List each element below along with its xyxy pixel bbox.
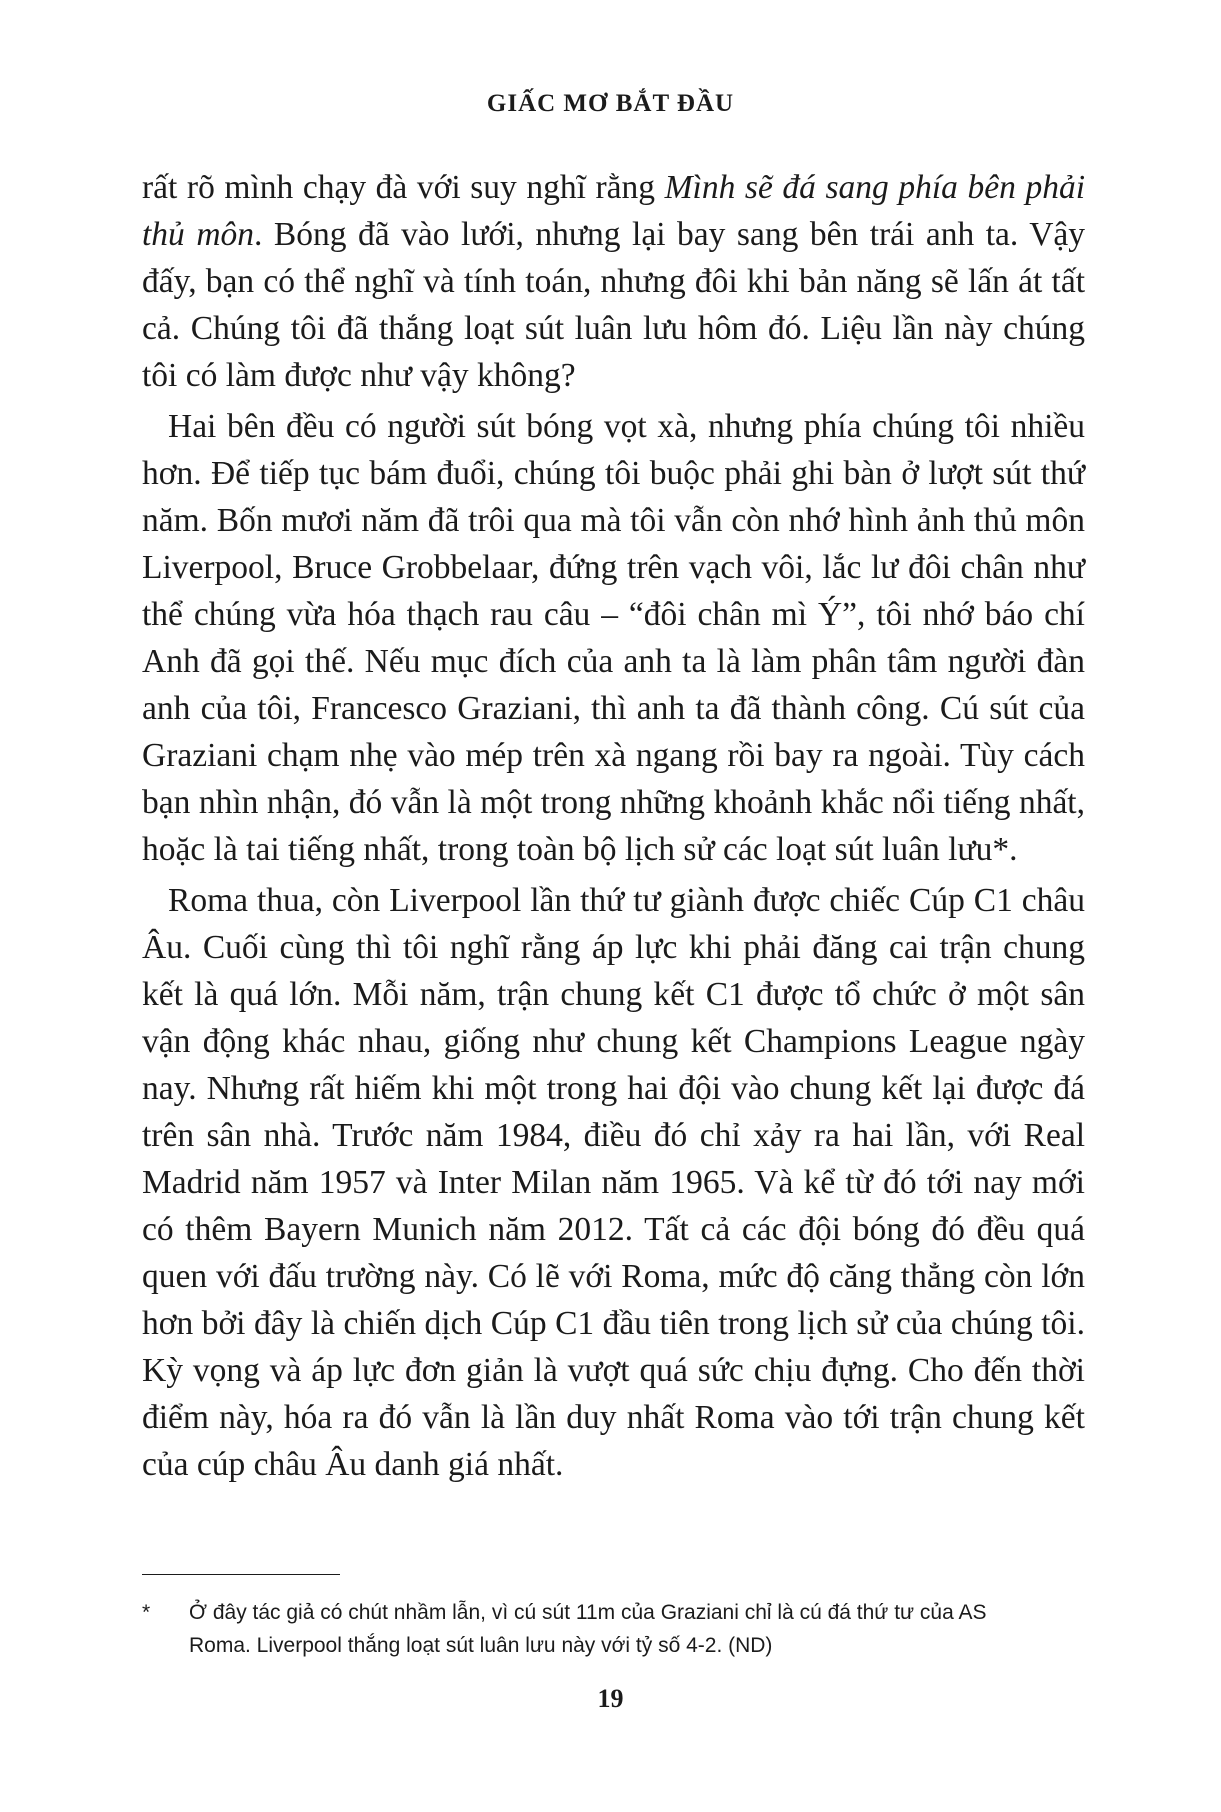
text-segment: . Bóng đã vào lưới, nhưng lại bay sang bên trái anh ta. Vậy đấy, bạn có thể nghĩ và tính toán, nhưng đôi khi bản năng sẽ lấn át tất cả. Chúng tôi đã thắng loạt sút luân lưu hôm đó. Liệu lần này chúng tôi có làm được như vậy không? <box>142 216 1086 394</box>
paragraph <box>142 403 1085 873</box>
text-segment: Roma thua, còn Liverpool lần thứ tư giành được chiếc Cúp C1 châu Âu. Cuối cùng thì tôi nghĩ rằng áp lực khi phải đăng cai trận chung kết là quá lớn. Mỗi năm, trận chung kết C1 được tổ chức ở một sân vận động khác nhau, giống như chung kết Champions League ngày nay. Nhưng rất hiếm khi một trong hai đội vào chung kết lại được đá trên sân nhà. Trước năm 1984, điều đó chỉ xảy ra hai lần, với Real Madrid năm 1957 và Inter Milan năm 1965. Và kể từ đó tới nay mới có thêm Bayern Munich năm 2012. Tất cả các đội bóng đó đều quá quen với đấu trường này. Có lẽ với Roma, mức độ căng thẳng còn lớn hơn bởi đây là chiến dịch Cúp C1 đầu tiên trong lịch sử của chúng tôi. Kỳ vọng và áp lực đơn giản là vượt quá sức chịu đựng. Cho đến thời điểm này, hóa ra đó vẫn là lần duy nhất Roma vào tới trận chung kết của cúp châu Âu danh giá nhất. <box>142 882 1085 1483</box>
running-head: GIẤC MƠ BẮT ĐẦU <box>486 90 735 117</box>
body-text <box>142 164 1085 1492</box>
paragraph <box>142 877 1085 1488</box>
footnote-text: Ở đây tác giả có chút nhầm lẫn, vì cú sút 11m của Graziani chỉ là cú đá thứ tư của AS Roma. Liverpool thắng loạt sút luân lưu này với tỷ số 4-2. (ND) <box>189 1601 987 1657</box>
italic-text-segment: Mình sẽ đá sang phía bên phải thủ môn <box>142 169 1085 253</box>
paragraph <box>142 164 1085 399</box>
footnote-divider <box>142 1574 340 1575</box>
text-segment: rất rõ mình chạy đà với suy nghĩ rằng <box>142 169 665 206</box>
page-number: 19 <box>597 1684 624 1713</box>
footnote-marker: * <box>142 1601 151 1624</box>
text-segment: Hai bên đều có người sút bóng vọt xà, nhưng phía chúng tôi nhiều hơn. Để tiếp tục bám đuổi, chúng tôi buộc phải ghi bàn ở lượt sút thứ năm. Bốn mươi năm đã trôi qua mà tôi vẫn còn nhớ hình ảnh thủ môn Liverpool, Bruce Grobbelaar, đứng trên vạch vôi, lắc lư đôi chân như thể chúng vừa hóa thạch rau câu – “đôi chân mì Ý”, tôi nhớ báo chí Anh đã gọi thế. Nếu mục đích của anh ta là làm phân tâm người đàn anh của tôi, Francesco Graziani, thì anh ta đã thành công. Cú sút của Graziani chạm nhẹ vào mép trên xà ngang rồi bay ra ngoài. Tùy cách bạn nhìn nhận, đó vẫn là một trong những khoảnh khắc nổi tiếng nhất, hoặc là tai tiếng nhất, trong toàn bộ lịch sử các loạt sút luân lưu*. <box>142 408 1085 868</box>
